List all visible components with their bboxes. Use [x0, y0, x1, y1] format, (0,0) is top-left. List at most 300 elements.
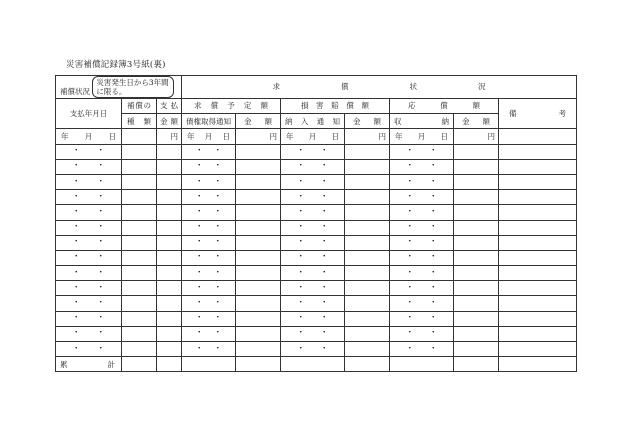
total-label: 累 計 [56, 357, 122, 372]
date-separator-dot: ・ [71, 282, 81, 293]
entry-cell[interactable] [499, 190, 577, 205]
entry-cell[interactable] [236, 311, 281, 326]
entry-cell[interactable] [499, 174, 577, 189]
date-cell[interactable] [182, 190, 236, 205]
date-separator-dot: ・ [319, 282, 329, 293]
entry-row [56, 266, 577, 281]
payment-amount-unit: 円 [157, 129, 182, 144]
planned-amount-header: 求 償 予 定 額 [182, 99, 281, 114]
remarks-unit [499, 129, 577, 144]
receipt-date-unit: 年 月 日 [390, 129, 454, 144]
entry-row [56, 311, 577, 326]
date-cell[interactable] [390, 342, 454, 357]
date-cell[interactable] [390, 159, 454, 174]
entry-cell[interactable] [454, 159, 499, 174]
payment-header-top: 支 払 [157, 99, 182, 114]
entry-row [56, 144, 577, 159]
date-separator-dot: ・ [319, 252, 329, 263]
compensation-type-header-bottom: 種 類 [122, 114, 157, 129]
date-separator-dot: ・ [213, 328, 223, 339]
entry-cell[interactable] [236, 190, 281, 205]
date-separator-dot: ・ [194, 206, 204, 217]
date-separator-dot: ・ [71, 161, 81, 172]
date-separator-dot: ・ [319, 191, 329, 202]
entry-cell[interactable] [499, 250, 577, 265]
date-separator-dot: ・ [194, 146, 204, 157]
entry-cell[interactable] [236, 174, 281, 189]
entry-cell[interactable] [454, 342, 499, 357]
entry-cell[interactable] [345, 220, 390, 235]
date-separator-dot: ・ [213, 282, 223, 293]
entry-cell[interactable] [499, 266, 577, 281]
entry-cell[interactable] [345, 296, 390, 311]
entry-row [56, 205, 577, 220]
payment-header-bottom: 金 額 [157, 114, 182, 129]
entry-cell[interactable] [345, 159, 390, 174]
date-separator-dot: ・ [296, 237, 306, 248]
entry-cell[interactable] [122, 311, 157, 326]
entry-cell[interactable] [345, 342, 390, 357]
date-cell[interactable] [281, 281, 345, 296]
date-separator-dot: ・ [213, 206, 223, 217]
date-separator-dot: ・ [405, 146, 415, 157]
date-cell[interactable] [281, 311, 345, 326]
total-claim-notice [182, 357, 236, 372]
date-separator-dot: ・ [296, 267, 306, 278]
date-cell[interactable] [281, 266, 345, 281]
date-separator-dot: ・ [96, 282, 106, 293]
entry-cell[interactable] [236, 144, 281, 159]
date-cell[interactable] [390, 281, 454, 296]
entry-row [56, 326, 577, 341]
date-separator-dot: ・ [296, 298, 306, 309]
entry-row [56, 174, 577, 189]
date-separator-dot: ・ [319, 298, 329, 309]
date-cell[interactable] [390, 235, 454, 250]
date-separator-dot: ・ [194, 282, 204, 293]
planned-amount-unit: 円 [236, 129, 281, 144]
entry-cell[interactable] [345, 311, 390, 326]
date-cell[interactable] [182, 205, 236, 220]
date-separator-dot: ・ [71, 328, 81, 339]
date-cell[interactable] [56, 281, 122, 296]
date-cell[interactable] [390, 250, 454, 265]
date-separator-dot: ・ [428, 328, 438, 339]
date-separator-dot: ・ [296, 222, 306, 233]
date-cell[interactable] [56, 342, 122, 357]
header-row-1 [56, 99, 577, 114]
entry-cell[interactable] [157, 144, 182, 159]
date-separator-dot: ・ [96, 328, 106, 339]
date-separator-dot: ・ [71, 237, 81, 248]
entry-cell[interactable] [499, 326, 577, 341]
planned-amount-subheader: 金 額 [236, 114, 281, 129]
total-type [122, 357, 157, 372]
entry-row [56, 296, 577, 311]
date-cell[interactable] [56, 326, 122, 341]
date-cell[interactable] [56, 266, 122, 281]
date-separator-dot: ・ [296, 176, 306, 187]
compensation-ledger-table [55, 75, 577, 372]
entry-cell[interactable] [157, 235, 182, 250]
entry-row [56, 159, 577, 174]
total-payment-notice [281, 357, 345, 372]
date-cell[interactable] [56, 144, 122, 159]
date-separator-dot: ・ [405, 282, 415, 293]
date-separator-dot: ・ [405, 176, 415, 187]
entry-cell[interactable] [499, 144, 577, 159]
date-cell[interactable] [281, 220, 345, 235]
date-separator-dot: ・ [296, 161, 306, 172]
date-separator-dot: ・ [405, 161, 415, 172]
entry-cell[interactable] [122, 144, 157, 159]
claim-notice-date-unit: 年 月 日 [182, 129, 236, 144]
entry-cell[interactable] [454, 281, 499, 296]
date-separator-dot: ・ [296, 206, 306, 217]
entry-cell[interactable] [157, 296, 182, 311]
type-unit [122, 129, 157, 144]
date-separator-dot: ・ [71, 206, 81, 217]
date-cell[interactable] [182, 250, 236, 265]
date-cell[interactable] [390, 296, 454, 311]
entry-cell[interactable] [499, 159, 577, 174]
entry-row [56, 250, 577, 265]
entry-cell[interactable] [157, 250, 182, 265]
damages-amount-unit: 円 [345, 129, 390, 144]
entry-cell[interactable] [122, 190, 157, 205]
date-separator-dot: ・ [194, 343, 204, 354]
entry-cell[interactable] [345, 235, 390, 250]
date-cell[interactable] [390, 266, 454, 281]
entry-cell[interactable] [122, 205, 157, 220]
date-cell[interactable] [182, 326, 236, 341]
entry-cell[interactable] [345, 144, 390, 159]
entry-cell[interactable] [236, 250, 281, 265]
reimbursement-status-header: 求 償 状 況 [182, 76, 577, 99]
date-separator-dot: ・ [319, 343, 329, 354]
date-separator-dot: ・ [213, 222, 223, 233]
date-separator-dot: ・ [296, 343, 306, 354]
entry-cell[interactable] [236, 296, 281, 311]
entry-cell[interactable] [454, 190, 499, 205]
date-separator-dot: ・ [319, 176, 329, 187]
date-separator-dot: ・ [71, 313, 81, 324]
entry-cell[interactable] [454, 311, 499, 326]
date-separator-dot: ・ [319, 267, 329, 278]
entry-cell[interactable] [122, 266, 157, 281]
entry-cell[interactable] [157, 205, 182, 220]
date-separator-dot: ・ [405, 222, 415, 233]
date-cell[interactable] [56, 190, 122, 205]
date-separator-dot: ・ [71, 191, 81, 202]
date-cell[interactable] [182, 220, 236, 235]
date-separator-dot: ・ [428, 252, 438, 263]
date-separator-dot: ・ [194, 222, 204, 233]
date-separator-dot: ・ [428, 222, 438, 233]
date-separator-dot: ・ [319, 161, 329, 172]
date-separator-dot: ・ [405, 343, 415, 354]
entry-cell[interactable] [499, 281, 577, 296]
date-cell[interactable] [182, 159, 236, 174]
date-separator-dot: ・ [319, 313, 329, 324]
entry-cell[interactable] [345, 190, 390, 205]
date-cell[interactable] [281, 174, 345, 189]
entry-cell[interactable] [122, 281, 157, 296]
date-separator-dot: ・ [213, 298, 223, 309]
date-separator-dot: ・ [405, 313, 415, 324]
date-separator-dot: ・ [194, 328, 204, 339]
date-separator-dot: ・ [405, 206, 415, 217]
entry-row [56, 342, 577, 357]
date-separator-dot: ・ [213, 267, 223, 278]
date-separator-dot: ・ [194, 176, 204, 187]
date-separator-dot: ・ [405, 328, 415, 339]
date-separator-dot: ・ [213, 176, 223, 187]
date-separator-dot: ・ [194, 252, 204, 263]
date-separator-dot: ・ [71, 298, 81, 309]
entry-cell[interactable] [454, 266, 499, 281]
entry-cell[interactable] [122, 296, 157, 311]
date-separator-dot: ・ [194, 191, 204, 202]
remarks-header: 備 考 [499, 99, 577, 129]
total-damages-amount [345, 357, 390, 372]
payment-date-header: 支払年月日 [56, 99, 122, 129]
unit-row [56, 129, 577, 144]
entry-cell[interactable] [454, 296, 499, 311]
date-cell[interactable] [390, 174, 454, 189]
entry-cell[interactable] [499, 205, 577, 220]
total-planned-amount [236, 357, 281, 372]
date-separator-dot: ・ [71, 252, 81, 263]
date-separator-dot: ・ [96, 267, 106, 278]
entry-cell[interactable] [454, 144, 499, 159]
date-cell[interactable] [281, 235, 345, 250]
date-separator-dot: ・ [96, 161, 106, 172]
date-separator-dot: ・ [428, 206, 438, 217]
entry-cell[interactable] [345, 174, 390, 189]
date-separator-dot: ・ [213, 237, 223, 248]
entry-cell[interactable] [499, 311, 577, 326]
date-cell[interactable] [281, 342, 345, 357]
date-cell[interactable] [182, 235, 236, 250]
date-cell[interactable] [182, 311, 236, 326]
entry-cell[interactable] [345, 205, 390, 220]
entry-cell[interactable] [157, 311, 182, 326]
date-separator-dot: ・ [405, 237, 415, 248]
date-separator-dot: ・ [194, 161, 204, 172]
date-cell[interactable] [281, 205, 345, 220]
date-separator-dot: ・ [96, 237, 106, 248]
damages-header: 損 害 賠 償 額 [281, 99, 390, 114]
entry-cell[interactable] [345, 281, 390, 296]
date-cell[interactable] [182, 174, 236, 189]
total-receipt [390, 357, 454, 372]
date-cell[interactable] [281, 190, 345, 205]
date-separator-dot: ・ [96, 222, 106, 233]
total-settled-amount [454, 357, 499, 372]
date-separator-dot: ・ [296, 328, 306, 339]
date-separator-dot: ・ [296, 191, 306, 202]
entry-cell[interactable] [454, 174, 499, 189]
date-separator-dot: ・ [319, 328, 329, 339]
date-separator-dot: ・ [213, 161, 223, 172]
date-cell[interactable] [281, 250, 345, 265]
date-separator-dot: ・ [194, 237, 204, 248]
date-cell[interactable] [56, 250, 122, 265]
date-separator-dot: ・ [71, 176, 81, 187]
status-note: 災害発生日から3年間に限る。 [92, 76, 174, 98]
settled-amount-subheader: 金 額 [454, 114, 499, 129]
date-cell[interactable] [56, 311, 122, 326]
date-separator-dot: ・ [213, 146, 223, 157]
entry-row [56, 235, 577, 250]
date-separator-dot: ・ [405, 252, 415, 263]
status-row [56, 76, 577, 99]
date-cell[interactable] [182, 281, 236, 296]
entry-cell[interactable] [157, 281, 182, 296]
entry-row [56, 281, 577, 296]
date-separator-dot: ・ [319, 237, 329, 248]
status-label: 補償状況 [60, 87, 90, 96]
date-separator-dot: ・ [296, 252, 306, 263]
date-cell[interactable] [390, 311, 454, 326]
entry-cell[interactable] [236, 342, 281, 357]
date-separator-dot: ・ [428, 191, 438, 202]
date-cell[interactable] [56, 159, 122, 174]
entry-cell[interactable] [236, 326, 281, 341]
entry-cell[interactable] [345, 326, 390, 341]
date-separator-dot: ・ [319, 146, 329, 157]
date-cell[interactable] [182, 266, 236, 281]
date-cell[interactable] [281, 159, 345, 174]
date-cell[interactable] [182, 342, 236, 357]
date-separator-dot: ・ [96, 252, 106, 263]
settled-header: 応 償 額 [390, 99, 499, 114]
entry-cell[interactable] [122, 174, 157, 189]
claim-notice-header: 債権取得通知 [182, 114, 236, 129]
date-separator-dot: ・ [319, 222, 329, 233]
date-cell[interactable] [390, 220, 454, 235]
entry-cell[interactable] [157, 174, 182, 189]
date-separator-dot: ・ [96, 191, 106, 202]
entry-cell[interactable] [454, 205, 499, 220]
date-separator-dot: ・ [428, 343, 438, 354]
entry-cell[interactable] [499, 235, 577, 250]
entry-cell[interactable] [499, 296, 577, 311]
entry-cell[interactable] [157, 159, 182, 174]
date-separator-dot: ・ [71, 146, 81, 157]
entry-cell[interactable] [499, 342, 577, 357]
date-separator-dot: ・ [296, 313, 306, 324]
entry-cell[interactable] [499, 220, 577, 235]
date-separator-dot: ・ [213, 252, 223, 263]
entry-cell[interactable] [454, 220, 499, 235]
date-separator-dot: ・ [96, 206, 106, 217]
date-separator-dot: ・ [96, 176, 106, 187]
entry-cell[interactable] [157, 190, 182, 205]
entry-cell[interactable] [122, 220, 157, 235]
form-title: 災害補償記録簿3号紙(裏) [66, 60, 166, 70]
entry-cell[interactable] [122, 326, 157, 341]
date-separator-dot: ・ [428, 313, 438, 324]
date-cell[interactable] [281, 296, 345, 311]
date-separator-dot: ・ [213, 343, 223, 354]
entry-cell[interactable] [345, 266, 390, 281]
entry-cell[interactable] [157, 266, 182, 281]
compensation-type-header-top: 補 償 の [122, 99, 157, 114]
date-separator-dot: ・ [71, 267, 81, 278]
date-separator-dot: ・ [96, 343, 106, 354]
date-cell[interactable] [390, 205, 454, 220]
entry-cell[interactable] [345, 250, 390, 265]
date-cell[interactable] [56, 220, 122, 235]
date-separator-dot: ・ [428, 146, 438, 157]
entry-row [56, 220, 577, 235]
entry-cell[interactable] [454, 235, 499, 250]
entry-cell[interactable] [236, 220, 281, 235]
settled-amount-unit: 円 [454, 129, 499, 144]
date-cell[interactable] [56, 205, 122, 220]
date-cell[interactable] [390, 190, 454, 205]
entry-cell[interactable] [236, 159, 281, 174]
date-separator-dot: ・ [428, 237, 438, 248]
entry-cell[interactable] [122, 342, 157, 357]
date-separator-dot: ・ [71, 222, 81, 233]
date-separator-dot: ・ [213, 313, 223, 324]
date-cell[interactable] [56, 174, 122, 189]
date-cell[interactable] [182, 296, 236, 311]
entry-cell[interactable] [122, 159, 157, 174]
entry-cell[interactable] [157, 326, 182, 341]
total-payment [157, 357, 182, 372]
date-separator-dot: ・ [194, 298, 204, 309]
entry-cell[interactable] [236, 205, 281, 220]
date-separator-dot: ・ [428, 267, 438, 278]
header-row-2 [56, 114, 577, 129]
entry-cell[interactable] [236, 281, 281, 296]
entry-cell[interactable] [454, 250, 499, 265]
total-row [56, 357, 577, 372]
date-separator-dot: ・ [194, 313, 204, 324]
entry-cell[interactable] [454, 326, 499, 341]
date-cell[interactable] [56, 235, 122, 250]
date-separator-dot: ・ [96, 313, 106, 324]
date-separator-dot: ・ [405, 267, 415, 278]
entry-cell[interactable] [157, 342, 182, 357]
entry-cell[interactable] [236, 266, 281, 281]
entry-cell[interactable] [157, 220, 182, 235]
date-separator-dot: ・ [71, 343, 81, 354]
date-separator-dot: ・ [428, 282, 438, 293]
date-separator-dot: ・ [213, 191, 223, 202]
payment-notice-date-unit: 年 月 日 [281, 129, 345, 144]
date-cell[interactable] [390, 326, 454, 341]
entry-cell[interactable] [236, 235, 281, 250]
entry-row [56, 190, 577, 205]
date-separator-dot: ・ [296, 146, 306, 157]
date-separator-dot: ・ [319, 206, 329, 217]
entry-cell[interactable] [122, 250, 157, 265]
date-cell[interactable] [390, 144, 454, 159]
date-cell[interactable] [56, 296, 122, 311]
date-separator-dot: ・ [405, 191, 415, 202]
payment-notice-header: 納 入 通 知 [281, 114, 345, 129]
damages-amount-subheader: 金 額 [345, 114, 390, 129]
date-cell[interactable] [281, 144, 345, 159]
date-cell[interactable] [281, 326, 345, 341]
date-cell[interactable] [182, 144, 236, 159]
entry-cell[interactable] [122, 235, 157, 250]
